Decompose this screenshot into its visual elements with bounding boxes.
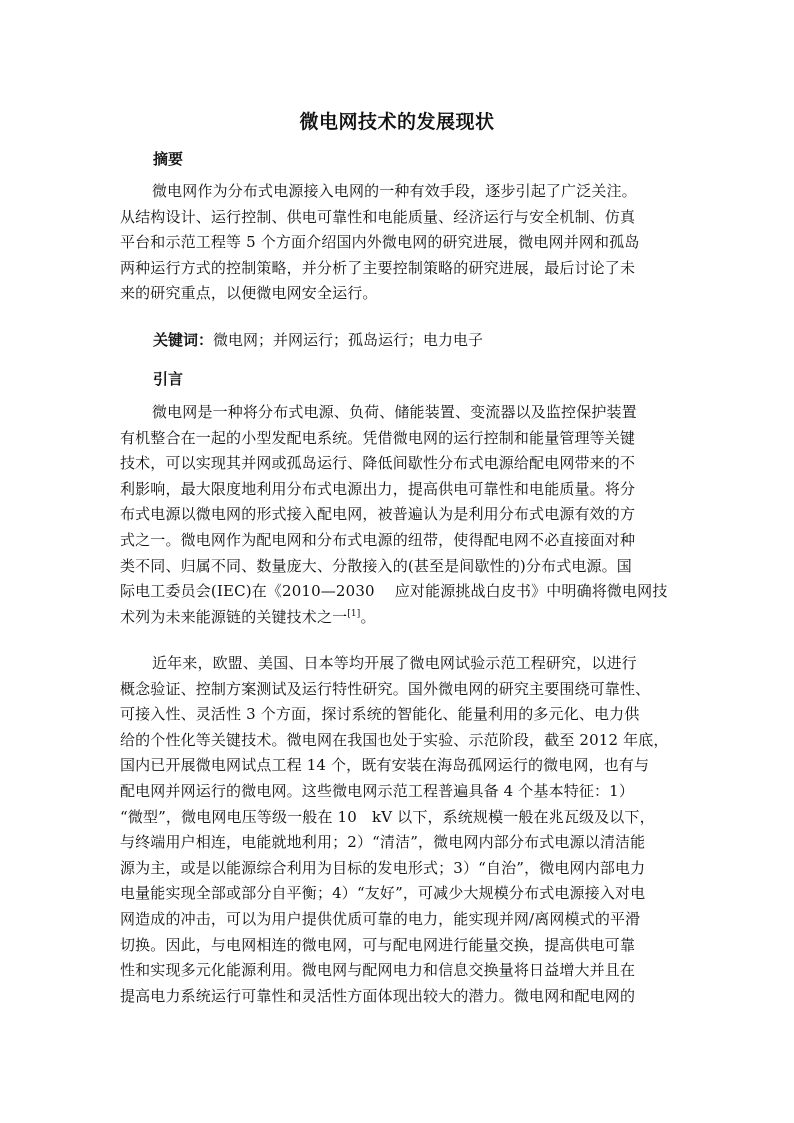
abstract-line: 从结构设计、运行控制、供电可靠性和电能质量、经济运行与安全机制、仿真 bbox=[120, 207, 636, 226]
intro-line: 网造成的冲击，可以为用户提供优质可靠的电力，能实现并网/离网模式的平滑 bbox=[120, 909, 641, 928]
intro-line: 与终端用户相连，电能就地利用；2）“清洁”，微电网内部分布式电源以清洁能 bbox=[120, 833, 646, 852]
intro-line: 利影响，最大限度地利用分布式电源出力，提高供电可靠性和电能质量。将分 bbox=[120, 479, 636, 498]
intro-line: 电量能实现全部或部分自平衡；4）“友好”，可减少大规模分布式电源接入对电 bbox=[120, 884, 646, 903]
intro-line-text: 术列为未来能源链的关键技术之一 bbox=[120, 607, 348, 626]
abstract-line: 来的研究重点，以便微电网安全运行。 bbox=[120, 284, 378, 303]
abstract-paragraph bbox=[120, 179, 680, 307]
intro-line: 性和实现多元化能源利用。微电网与配网电力和信息交换量将日益增大并且在 bbox=[120, 961, 636, 980]
keywords-label: 关键词： bbox=[153, 331, 214, 349]
intro-line: 类不同、归属不同、数量庞大、分散接入的(甚至是间歇性的)分布式电源。国 bbox=[120, 556, 632, 575]
intro-line: 近年来，欧盟、美国、日本等均开展了微电网试验示范工程研究，以进行 bbox=[152, 654, 637, 672]
intro-line: 有机整合在一起的小型发配电系统。凭借微电网的运行控制和能量管理等关键 bbox=[120, 428, 636, 447]
abstract-line: 两种运行方式的控制策略，并分析了主要控制策略的研究进展，最后讨论了未 bbox=[120, 258, 636, 277]
intro-line: “微型”，微电网电压等级一般在 10 kV 以下，系统规模一般在兆瓦级及以下， bbox=[120, 807, 655, 826]
abstract-heading: 摘要 bbox=[153, 150, 184, 168]
intro-line: 源为主，或是以能源综合利用为目标的发电形式；3）“自治”，微电网内部电力 bbox=[120, 858, 646, 877]
intro-line: 提高电力系统运行可靠性和灵活性方面体现出较大的潜力。微电网和配电网的 bbox=[120, 986, 636, 1005]
keywords-text: 微电网；并网运行；孤岛运行；电力电子 bbox=[213, 331, 484, 349]
intro-line: 切换。因此，与电网相连的微电网，可与配电网进行能量交换，提高供电可靠 bbox=[120, 935, 636, 954]
intro-line: 式之一。微电网作为配电网和分布式电源的纽带，使得配电网不必直接面对种 bbox=[120, 530, 636, 549]
intro-line: 给的个性化等关键技术。微电网在我国也处于实验、示范阶段，截至 2012 年底， bbox=[120, 730, 669, 749]
abstract-line: 平台和示范工程等 5 个方面介绍国内外微电网的研究进展，微电网并网和孤岛 bbox=[120, 233, 640, 252]
intro-line: 技术，可以实现其并网或孤岛运行、降低间歇性分布式电源给配电网带来的不 bbox=[120, 454, 636, 473]
intro-line: 布式电源以微电网的形式接入配电网，被普遍认为是利用分布式电源有效的方 bbox=[120, 505, 636, 524]
intro-paragraph-2 bbox=[120, 651, 680, 1009]
keywords-line bbox=[153, 328, 483, 352]
abstract-line: 微电网作为分布式电源接入电网的一种有效手段，逐步引起了广泛关注。 bbox=[152, 182, 637, 200]
intro-line: 国内已开展微电网试点工程 14 个，既有安装在海岛孤网运行的微电网，也有与 bbox=[120, 756, 650, 775]
document-title: 微电网技术的发展现状 bbox=[299, 111, 495, 133]
intro-line: 际电工委员会(IEC)在《2010—2030 应对能源挑战白皮书》中明确将微电网技 bbox=[120, 582, 668, 601]
intro-line: 概念验证、控制方案测试及运行特性研究。国外微电网的研究主要围绕可靠性、 bbox=[120, 679, 651, 698]
intro-paragraph-1 bbox=[120, 400, 680, 630]
intro-line-last bbox=[120, 605, 680, 631]
intro-line-end: 。 bbox=[360, 607, 376, 626]
citation-ref: [1] bbox=[347, 608, 361, 619]
intro-line: 可接入性、灵活性 3 个方面，探讨系统的智能化、能量利用的多元化、电力供 bbox=[120, 705, 640, 724]
intro-line: 配电网并网运行的微电网。这些微电网示范工程普遍具备 4 个基本特征：1） bbox=[120, 781, 635, 800]
intro-line: 微电网是一种将分布式电源、负荷、储能装置、变流器以及监控保护装置 bbox=[152, 403, 637, 421]
intro-heading: 引言 bbox=[153, 370, 184, 388]
